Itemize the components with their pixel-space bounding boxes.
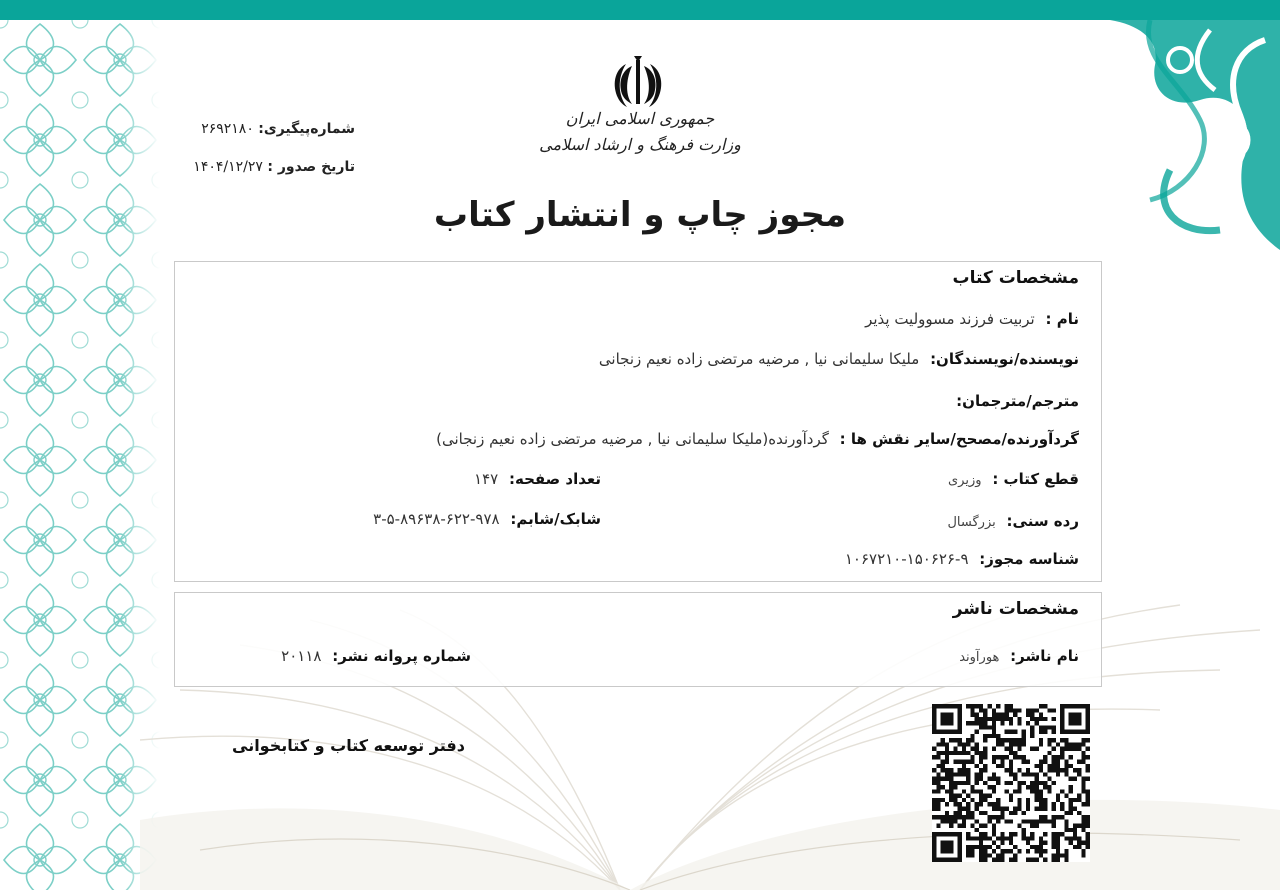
- republic-name: جمهوری اسلامی ایران: [565, 109, 715, 128]
- age-group-label: رده سنی:: [1006, 512, 1079, 530]
- iran-emblem-icon: [610, 56, 666, 112]
- tracking-number-label: شماره‌پیگیری:: [258, 121, 355, 137]
- compilers-field: [436, 430, 1079, 448]
- ministry-name: وزارت فرهنگ و ارشاد اسلامی: [539, 135, 741, 154]
- issue-date-row: [150, 148, 355, 186]
- qr-code[interactable]: [932, 704, 1090, 862]
- isbn-value: ۹۷۸-۶۲۲-۸۹۶۳۸-۵-۳: [373, 510, 500, 528]
- book-specs-title: مشخصات کتاب: [952, 268, 1079, 288]
- issue-date-label: تاریخ صدور :: [267, 159, 355, 175]
- top-border-bar: [0, 0, 1280, 20]
- publisher-name-label: نام ناشر:: [1010, 647, 1079, 665]
- age-group-field: [947, 512, 1079, 530]
- publishing-license-label: شماره پروانه نشر:: [332, 647, 471, 665]
- tracking-info: [150, 110, 355, 186]
- book-specs-section: [174, 261, 1102, 582]
- tracking-number-row: [150, 110, 355, 148]
- license-id-value: ۹-۱۵۰۶۲۶-۱۰۶۷۲۱۰: [844, 550, 969, 568]
- format-label: قطع کتاب :: [992, 470, 1079, 488]
- page-count-value: ۱۴۷: [474, 470, 499, 488]
- authors-value: ملیکا سلیمانی نیا , مرضیه مرتضی زاده نعیم زنجانی: [598, 350, 920, 368]
- license-id-label: شناسه مجوز:: [979, 550, 1079, 568]
- compilers-label: گردآورنده/مصحح/سایر نقش ها :: [839, 430, 1079, 448]
- format-field: [948, 470, 1079, 488]
- isbn-label: شابک/شابم:: [510, 510, 601, 528]
- publisher-specs-section: [174, 592, 1102, 687]
- publisher-name-value: هورآوند: [959, 650, 1000, 665]
- authors-field: [599, 350, 1079, 368]
- isbn-field: [373, 510, 601, 528]
- left-ornamental-border: [0, 20, 160, 890]
- authors-label: نویسنده/نویسندگان:: [930, 350, 1079, 368]
- publisher-specs-title: مشخصات ناشر: [952, 599, 1079, 619]
- page-count-field: [474, 470, 601, 488]
- translators-field: [956, 392, 1079, 410]
- publishing-license-field: [281, 647, 471, 665]
- tracking-number-value: ۲۶۹۲۱۸۰: [201, 121, 254, 137]
- publisher-name-field: [959, 647, 1079, 665]
- corner-ornament: [1030, 20, 1280, 260]
- format-value: وزیری: [948, 473, 982, 488]
- page-title: مجوز چاپ و انتشار کتاب: [433, 195, 847, 235]
- ministry-heading: [520, 106, 760, 158]
- book-name-field: [865, 310, 1079, 328]
- issuing-office: دفتر توسعه کتاب و کتابخوانی: [232, 736, 465, 755]
- license-id-field: [845, 550, 1079, 568]
- publishing-license-value: ۲۰۱۱۸: [281, 647, 322, 665]
- book-name-value: تربیت فرزند مسوولیت پذیر: [865, 310, 1035, 328]
- book-name-label: نام :: [1045, 310, 1079, 328]
- translators-label: مترجم/مترجمان:: [956, 392, 1079, 410]
- issue-date-value: ۱۴۰۴/۱۲/۲۷: [193, 159, 263, 175]
- compilers-value: گردآورنده(ملیکا سلیمانی نیا , مرضیه مرتضی زاده نعیم زنجانی): [436, 430, 829, 448]
- page-count-label: تعداد صفحه:: [508, 470, 601, 488]
- age-group-value: بزرگسال: [947, 515, 996, 530]
